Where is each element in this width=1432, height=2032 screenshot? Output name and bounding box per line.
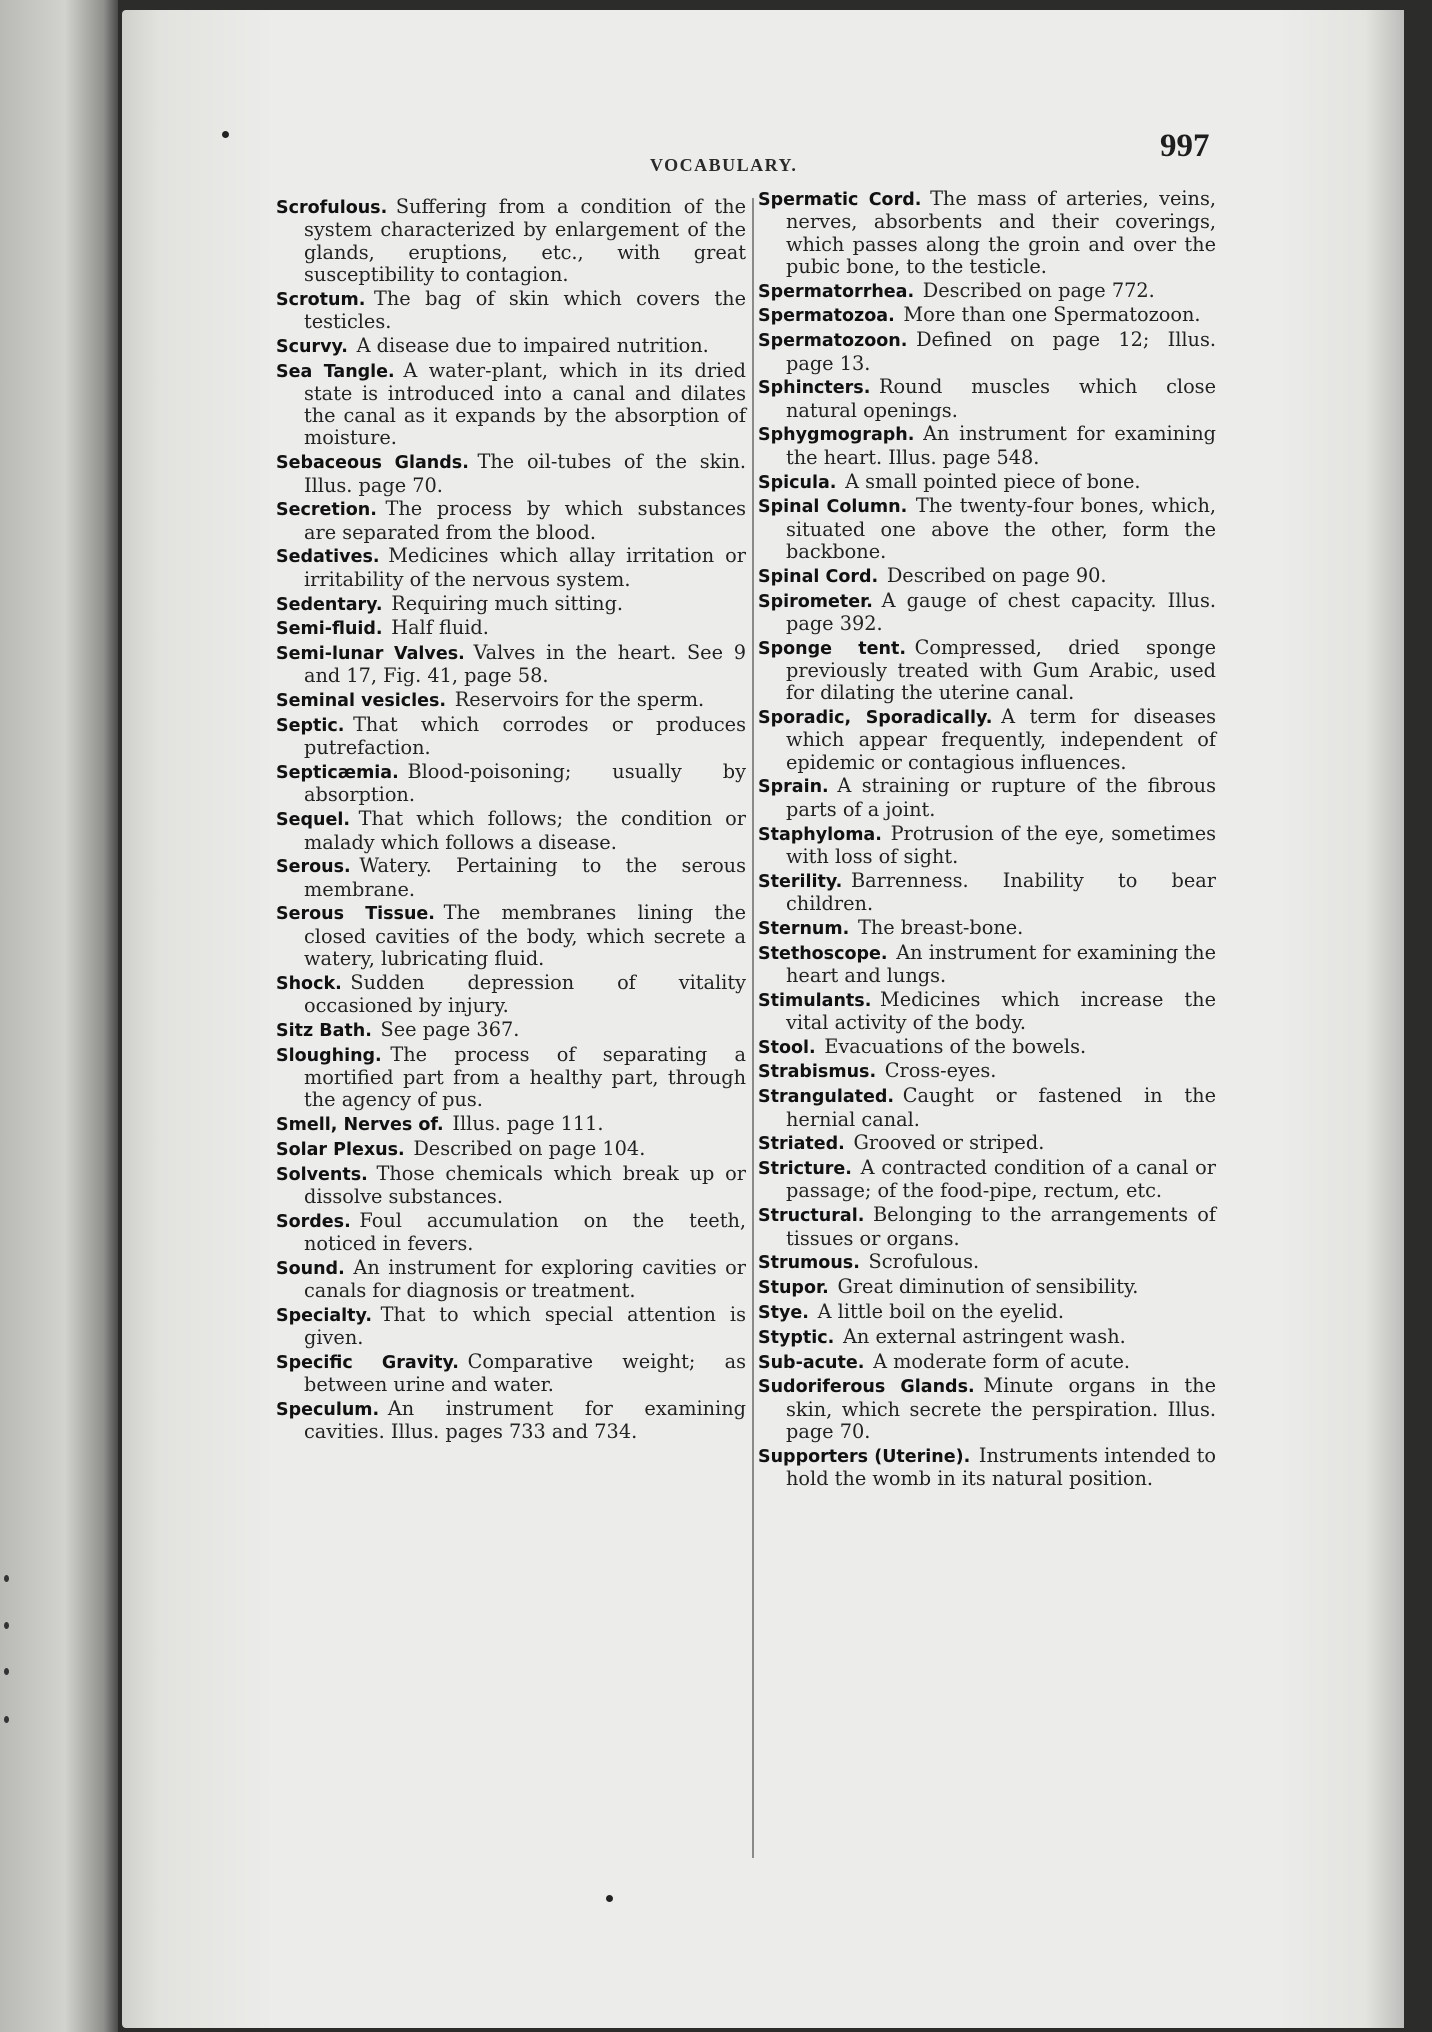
entry-definition: An external astringent wash. bbox=[842, 1324, 1126, 1348]
entry-definition: Scrofulous. bbox=[868, 1250, 980, 1274]
entry-term: Strumous. bbox=[758, 1253, 860, 1274]
entry-definition: Foul accumulation on the teeth, noticed in fevers. bbox=[304, 1208, 746, 1256]
entry-definition: Belonging to the arrangements of tissues or organs. bbox=[786, 1203, 1216, 1250]
entry-definition: An instrument for exploring cavities or canals for diagnosis or treatment. bbox=[304, 1255, 746, 1303]
entry-term: Specialty. bbox=[276, 1305, 372, 1326]
entry-definition: Round muscles which close natural openings. bbox=[786, 375, 1216, 422]
vocabulary-entry bbox=[276, 593, 746, 616]
vocabulary-entry bbox=[276, 1163, 746, 1209]
entry-definition: More than one Spermatozoon. bbox=[903, 303, 1201, 327]
entry-definition: Half fluid. bbox=[391, 616, 489, 640]
entry-term: Smell, Nerves of. bbox=[276, 1115, 444, 1136]
vocabulary-entry bbox=[758, 1132, 1216, 1155]
entry-term: Sedentary. bbox=[276, 594, 383, 615]
entry-definition: The membranes lining the closed cavities of the body, which secrete a watery, lubricating fluid. bbox=[304, 901, 746, 970]
entry-definition: An instrument for examining cavities. Illus. pages 733 and 734. bbox=[304, 1397, 746, 1444]
entry-definition: A term for diseases which appear frequently, independent of epidemic or contagious influences. bbox=[786, 705, 1216, 774]
entry-definition: A small pointed piece of bone. bbox=[845, 469, 1141, 493]
ink-speck bbox=[222, 131, 229, 138]
vocabulary-entry bbox=[758, 706, 1216, 774]
vocabulary-entry bbox=[758, 1276, 1216, 1299]
entry-definition: Reservoirs for the sperm. bbox=[454, 688, 705, 712]
vocabulary-entry bbox=[276, 1257, 746, 1303]
vocabulary-entry bbox=[758, 329, 1216, 375]
entry-term: Strabismus. bbox=[758, 1062, 877, 1083]
entry-term: Semi-lunar Valves. bbox=[276, 644, 465, 665]
entry-term: Sordes. bbox=[276, 1211, 351, 1232]
running-header: VOCABULARY. bbox=[650, 155, 798, 175]
entry-term: Spinal Column. bbox=[758, 497, 908, 518]
entry-definition: That to which special attention is given. bbox=[304, 1302, 746, 1350]
entry-term: Sloughing. bbox=[276, 1045, 382, 1066]
entry-term: Sedatives. bbox=[276, 547, 380, 568]
entry-term: Sub-acute. bbox=[758, 1352, 865, 1373]
entry-definition: The process by which substances are separated from the blood. bbox=[304, 497, 746, 544]
vocabulary-entry bbox=[276, 1044, 746, 1112]
vocabulary-entry bbox=[276, 689, 746, 712]
entry-definition: Grooved or striped. bbox=[853, 1131, 1045, 1155]
vocabulary-entry bbox=[276, 714, 746, 760]
entry-definition: Described on page 90. bbox=[886, 563, 1107, 587]
entry-term: Stye. bbox=[758, 1302, 809, 1323]
entry-definition: A disease due to impaired nutrition. bbox=[356, 333, 709, 357]
entry-definition: The oil-tubes of the skin. Illus. page 70. bbox=[304, 450, 746, 497]
entry-term: Structural. bbox=[758, 1206, 865, 1227]
entry-term: Sea Tangle. bbox=[276, 361, 395, 382]
entry-definition: Defined on page 12; Illus. page 13. bbox=[786, 328, 1216, 375]
entry-term: Sequel. bbox=[276, 810, 350, 831]
entry-term: Sprain. bbox=[758, 777, 829, 798]
entry-term: Sitz Bath. bbox=[276, 1020, 372, 1041]
entry-term: Sterility. bbox=[758, 871, 843, 892]
entry-definition: Compressed, dried sponge previously treated with Gum Arabic, used for dilating the uterine canal. bbox=[786, 635, 1216, 705]
vocabulary-entry bbox=[276, 808, 746, 854]
entry-definition: Watery. Pertaining to the serous membrane. bbox=[304, 854, 746, 901]
entry-definition: A moderate form of acute. bbox=[873, 1349, 1131, 1373]
vocabulary-entry bbox=[758, 637, 1216, 705]
vocabulary-entry bbox=[276, 545, 746, 591]
entry-term: Sponge tent. bbox=[758, 638, 906, 659]
entry-definition: See page 367. bbox=[380, 1017, 520, 1041]
entry-term: Scrotum. bbox=[276, 289, 366, 310]
vocabulary-entry bbox=[758, 495, 1216, 563]
vocabulary-entry bbox=[276, 196, 746, 286]
entry-term: Styptic. bbox=[758, 1327, 835, 1348]
vocabulary-entry bbox=[758, 188, 1216, 278]
entry-term: Solar Plexus. bbox=[276, 1139, 405, 1160]
vocabulary-entry bbox=[758, 942, 1216, 988]
right-column bbox=[758, 188, 1216, 1492]
entry-term: Sternum. bbox=[758, 918, 850, 939]
entry-definition: Cross-eyes. bbox=[884, 1059, 997, 1083]
entry-definition: Described on page 104. bbox=[413, 1136, 646, 1160]
vocabulary-entry bbox=[758, 1251, 1216, 1274]
vocabulary-entry bbox=[758, 1085, 1216, 1131]
entry-term: Secretion. bbox=[276, 500, 377, 521]
entry-term: Stethoscope. bbox=[758, 943, 888, 964]
entry-definition: The process of separating a mortified part from a healthy part, through the agency of pus. bbox=[304, 1042, 746, 1112]
entry-term: Semi-fluid. bbox=[276, 619, 383, 640]
entry-term: Serous Tissue. bbox=[276, 904, 435, 925]
entry-definition: An instrument for examining the heart. Illus. page 548. bbox=[786, 422, 1216, 469]
entry-term: Spermatorrhea. bbox=[758, 281, 915, 302]
vocabulary-entry bbox=[758, 565, 1216, 588]
entry-definition: Protrusion of the eye, sometimes with loss of sight. bbox=[786, 821, 1216, 868]
entry-term: Shock. bbox=[276, 973, 342, 994]
vocabulary-entry bbox=[758, 989, 1216, 1035]
facing-page-edge bbox=[0, 0, 118, 2032]
entry-term: Specific Gravity. bbox=[276, 1353, 459, 1374]
entry-term: Speculum. bbox=[276, 1400, 380, 1421]
entry-definition: Great diminution of sensibility. bbox=[837, 1275, 1139, 1299]
entry-term: Solvents. bbox=[276, 1164, 368, 1185]
vocabulary-entry bbox=[276, 451, 746, 497]
entry-term: Staphyloma. bbox=[758, 824, 882, 845]
vocabulary-entry bbox=[276, 617, 746, 640]
vocabulary-entry bbox=[758, 423, 1216, 469]
vocabulary-entry bbox=[758, 1351, 1216, 1374]
left-column bbox=[276, 196, 746, 1445]
vocabulary-entry bbox=[276, 1304, 746, 1350]
vocabulary-entry bbox=[758, 917, 1216, 940]
entry-definition: Blood-poisoning; usually by absorption. bbox=[304, 760, 746, 807]
entry-definition: Caught or fastened in the hernial canal. bbox=[786, 1084, 1216, 1131]
vocabulary-entry bbox=[276, 1019, 746, 1042]
entry-term: Sudoriferous Glands. bbox=[758, 1377, 975, 1398]
entry-definition: Valves in the heart. See 9 and 17, Fig. 41, page 58. bbox=[304, 641, 746, 688]
vocabulary-entry bbox=[276, 1210, 746, 1256]
vocabulary-entry bbox=[758, 1204, 1216, 1250]
vocabulary-entry bbox=[758, 1375, 1216, 1443]
entry-definition: Medicines which increase the vital activity of the body. bbox=[786, 987, 1216, 1034]
entry-definition: A contracted condition of a canal or passage; of the food-pipe, rectum, etc. bbox=[786, 1156, 1216, 1203]
entry-definition: The mass of arteries, veins, nerves, absorbents and their coverings, which passes along the groin and over the pubic bone, to the testicle. bbox=[786, 187, 1216, 278]
entry-definition: A water-plant, which in its dried state is introduced into a canal and dilates the canal as it expands by the absorption of moisture. bbox=[304, 358, 746, 450]
vocabulary-entry bbox=[758, 1036, 1216, 1059]
entry-definition: Medicines which allay irritation or irritability of the nervous system. bbox=[304, 544, 746, 591]
entry-definition: Illus. page 111. bbox=[452, 1112, 604, 1136]
entry-definition: A little boil on the eyelid. bbox=[817, 1299, 1064, 1323]
entry-definition: Described on page 772. bbox=[922, 278, 1155, 302]
entry-definition: An instrument for examining the heart and lungs. bbox=[786, 940, 1216, 987]
entry-term: Seminal vesicles. bbox=[276, 691, 447, 712]
vocabulary-entry bbox=[276, 642, 746, 688]
vocabulary-entry bbox=[758, 590, 1216, 636]
entry-definition: Evacuations of the bowels. bbox=[824, 1034, 1087, 1058]
vocabulary-entry bbox=[276, 855, 746, 901]
entry-term: Sound. bbox=[276, 1258, 345, 1279]
entry-definition: Suffering from a condition of the system characterized by enlargement of the glands, eruptions, etc., with great susceptibility to contagion. bbox=[304, 195, 746, 286]
entry-definition: The breast-bone. bbox=[857, 915, 1024, 939]
vocabulary-entry bbox=[758, 304, 1216, 327]
entry-term: Serous. bbox=[276, 857, 351, 878]
entry-term: Septic. bbox=[276, 716, 345, 737]
entry-term: Spicula. bbox=[758, 472, 837, 493]
entry-term: Septicæmia. bbox=[276, 763, 399, 784]
vocabulary-entry bbox=[758, 1326, 1216, 1349]
entry-term: Spirometer. bbox=[758, 591, 873, 612]
vocabulary-entry bbox=[276, 335, 746, 358]
entry-term: Stricture. bbox=[758, 1159, 852, 1180]
vocabulary-entry bbox=[758, 471, 1216, 494]
vocabulary-entry bbox=[276, 498, 746, 544]
entry-term: Spermatic Cord. bbox=[758, 190, 922, 210]
vocabulary-entry bbox=[276, 1138, 746, 1161]
entry-term: Stupor. bbox=[758, 1278, 829, 1299]
entry-term: Strangulated. bbox=[758, 1087, 895, 1108]
vocabulary-entry bbox=[276, 972, 746, 1018]
vocabulary-entry bbox=[276, 360, 746, 450]
entry-definition: Minute organs in the skin, which secrete the perspiration. Illus. page 70. bbox=[786, 1374, 1216, 1443]
vocabulary-entry bbox=[276, 288, 746, 334]
entry-definition: Comparative weight; as between urine and water. bbox=[304, 1350, 746, 1397]
entry-term: Scurvy. bbox=[276, 336, 348, 357]
entry-definition: The twenty-four bones, which, situated one above the other, form the backbone. bbox=[786, 494, 1216, 563]
ink-speck bbox=[606, 1895, 613, 1902]
vocabulary-entry bbox=[758, 1445, 1216, 1491]
entry-term: Spermatozoon. bbox=[758, 331, 908, 352]
entry-term: Sporadic, Sporadically. bbox=[758, 708, 993, 729]
entry-definition: Those chemicals which break up or dissolve substances. bbox=[304, 1161, 746, 1208]
entry-definition: Barrenness. Inability to bear children. bbox=[786, 868, 1216, 915]
page-number: 997 bbox=[1160, 128, 1210, 164]
vocabulary-entry bbox=[758, 1060, 1216, 1083]
vocabulary-entry bbox=[276, 902, 746, 970]
entry-term: Supporters (Uterine). bbox=[758, 1446, 971, 1467]
entry-term: Spermatozoa. bbox=[758, 306, 895, 327]
vocabulary-entry bbox=[758, 280, 1216, 303]
vocabulary-entry bbox=[758, 1301, 1216, 1324]
vocabulary-entry bbox=[758, 376, 1216, 422]
entry-term: Stool. bbox=[758, 1037, 816, 1058]
entry-term: Sebaceous Glands. bbox=[276, 453, 469, 474]
vocabulary-entry bbox=[758, 823, 1216, 869]
vocabulary-entry bbox=[276, 1351, 746, 1397]
vocabulary-entry bbox=[758, 870, 1216, 916]
vocabulary-entry bbox=[758, 775, 1216, 821]
entry-term: Sphygmograph. bbox=[758, 425, 915, 446]
entry-definition: Requiring much sitting. bbox=[391, 591, 624, 615]
vocabulary-entry bbox=[276, 1113, 746, 1136]
entry-term: Stimulants. bbox=[758, 990, 872, 1011]
entry-term: Sphincters. bbox=[758, 378, 871, 399]
vocabulary-entry bbox=[276, 761, 746, 807]
entry-definition: Instruments intended to hold the womb in its natural position. bbox=[786, 1443, 1216, 1491]
entry-definition: A gauge of chest capacity. Illus. page 392. bbox=[786, 588, 1216, 635]
entry-definition: That which follows; the condition or malady which follows a disease. bbox=[304, 807, 746, 854]
vocabulary-entry bbox=[276, 1398, 746, 1444]
entry-definition: That which corrodes or produces putrefaction. bbox=[304, 713, 746, 760]
vocabulary-entry bbox=[758, 1157, 1216, 1203]
entry-term: Spinal Cord. bbox=[758, 566, 879, 587]
entry-term: Scrofulous. bbox=[276, 198, 388, 218]
column-divider bbox=[752, 198, 754, 1858]
entry-definition: A straining or rupture of the fibrous parts of a joint. bbox=[786, 774, 1216, 821]
entry-term: Striated. bbox=[758, 1134, 845, 1155]
entry-definition: The bag of skin which covers the testicles. bbox=[304, 286, 746, 333]
entry-definition: Sudden depression of vitality occasioned by injury. bbox=[304, 970, 746, 1018]
